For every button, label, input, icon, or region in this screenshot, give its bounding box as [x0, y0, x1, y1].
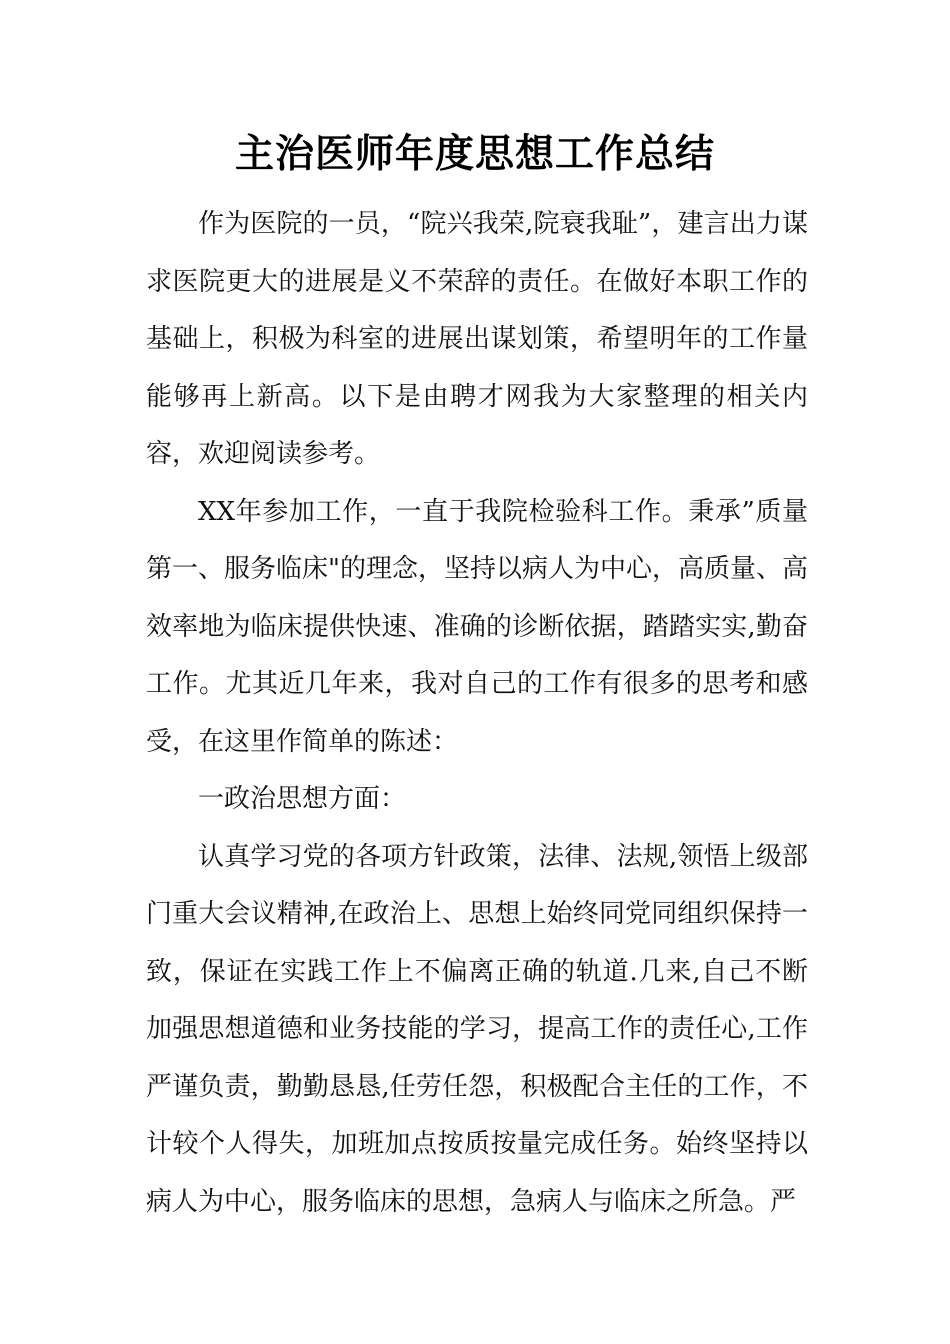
document-title: 主治医师年度思想工作总结: [234, 131, 715, 177]
paragraph-intro: 作为医院的一员，“院兴我荣,院衰我耻”，建言出力谋求医院更大的进展是义不荣辞的责任。在做好本职工作的基础上，积极为科室的进展出谋划策，希望明年的工作量能够再上新高。以下是由聘才网我为大家整理的相关内容，欢迎阅读参考。: [146, 209, 808, 469]
document-body: [146, 196, 808, 1231]
paragraph-work-history: XX年参加工作，一直于我院检验科工作。秉承”质量第一、服务临床"的理念，坚持以病人为中心，高质量、高效率地为临床提供快速、准确的诊断依据，踏踏实实,勤奋工作。尤其近几年来，我对自己的工作有很多的思考和感受，在这里作简单的陈述：: [146, 496, 808, 757]
section-heading-politics: 一政治思想方面：: [198, 784, 407, 814]
paragraph-politics: 认真学习党的各项方针政策，法律、法规,领悟上级部门重大会议精神,在政治上、思想上始终同党同组织保持一致，保证在实践工作上不偏离正确的轨道.几来,自己不断加强思想道德和业务技能的学习，提高工作的责任心,工作严谨负责，勤勤恳恳,任劳任怨，积极配合主任的工作，不计较个人得失，加班加点按质按量完成任务。始终坚持以病人为中心，服务临床的思想，急病人与临床之所急。严: [146, 841, 808, 1217]
